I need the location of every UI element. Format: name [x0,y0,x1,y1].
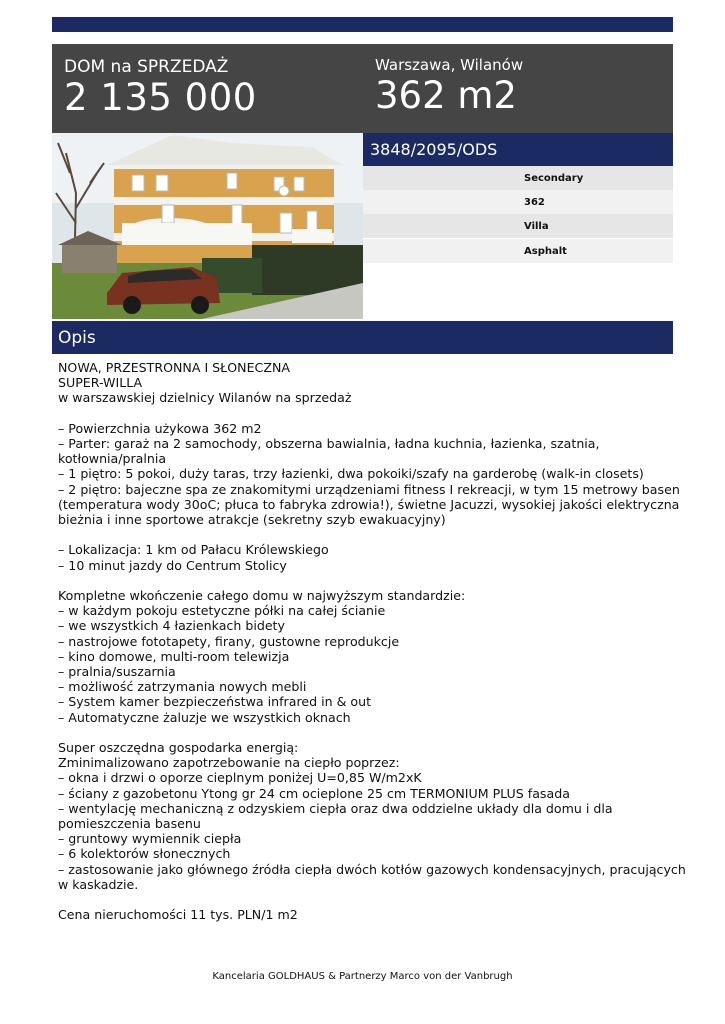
description-line: Zminimalizowano zapotrzebowanie na ciepło poprzez: [58,755,400,771]
description-line: bieżnia i inne sportowe atrakcje (sekretny szyb ewakuacyjny) [58,512,446,528]
description-line [58,573,670,588]
description-line: Super oszczędna gospodarka energią: [58,740,299,756]
listing-type: DOM na SPRZEDAŻ [64,57,229,77]
description-line: – System kamer bezpieczeństwa infrared in & out [58,694,372,710]
hero-price-panel [52,44,363,133]
reference-bar [363,133,673,166]
description-line [58,527,670,542]
description-line: w warszawskiej dzielnicy Wilanów na sprzedaż [58,390,352,406]
description-line: – Automatyczne żaluzje we wszystkich oknach [58,709,351,725]
description-line: – w każdym pokoju estetyczne półki na całej ścianie [58,603,386,619]
description-line: – zastosowanie jako głównego źródła ciepła dwóch kotłów gazowych kondensacyjnych, pracujących [58,861,686,877]
description-line: – 10 minut jazdy do Centrum Stolicy [58,557,287,573]
description-line: – nastrojowe fototapety, firany, gustowne reprodukcje [58,633,400,649]
description-line: – 6 kolektorów słonecznych [58,846,231,862]
description [58,360,686,923]
hero-location-panel [363,44,673,133]
description-line: Kompletne wkończenie całego domu w najwyższym standardzie: [58,588,466,603]
spec-value: 362 [524,197,545,208]
description-line: (temperatura wody 30oC; płuca to fabryka zdrowia!), świetne Jacuzzi, wysokiej jakości elektryczna [58,496,680,512]
spec-value: Secondary [524,173,584,184]
description-line [58,892,670,907]
description-line: – okna i drzwi o oporze cieplnym poniżej U=0,85 W/m2xK [58,770,422,786]
description-line: Cena nieruchomości 11 tys. PLN/1 m2 [58,907,298,923]
footer-text: Kancelaria GOLDHAUS & Partnerzy Marco von der Vanbrugh [212,971,513,982]
listing-area: 362 m2 [375,74,517,117]
description-line: – gruntowy wymiennik ciepła [58,831,242,847]
description-line: SUPER-WILLA [58,375,143,391]
description-line: pomieszczenia basenu [58,816,201,832]
listing-location: Warszawa, Wilanów [375,56,524,74]
description-line [58,406,670,421]
spec-row [363,214,673,238]
section-title: Opis [58,328,96,348]
description-line: – 1 piętro: 5 pokoi, duży taras, trzy łazienki, dwa pokoiki/szafy na garderobę (walk-in closets) [58,466,644,482]
description-line: – wentylację mechaniczną z odzyskiem ciepła oraz dwa oddzielne układy dla domu i dla [58,800,613,816]
description-line: – ściany z gazobetonu Ytong gr 24 cm ocieplone 25 cm TERMONIUM PLUS fasada [58,785,570,801]
top-accent-bar [52,17,673,32]
description-line: w kaskadzie. [58,876,139,892]
description-line [58,725,670,740]
property-photo [52,133,363,319]
description-line: – we wszystkich 4 łazienkach bidety [58,618,285,634]
description-line: – Lokalizacja: 1 km od Pałacu Królewskiego [58,542,329,558]
description-line: – 2 piętro: bajeczne spa ze znakomitymi urządzeniami fitness I rekreacji, w tym 15 metrowy basen [58,481,680,497]
spec-row [363,239,673,263]
description-line: – możliwość zatrzymania nowych mebli [58,679,307,695]
spec-value: Asphalt [524,246,567,257]
section-header [52,321,673,354]
description-line: – Powierzchnia użykowa 362 m2 [58,420,262,436]
description-line: – Parter: garaż na 2 samochody, obszerna bawialnia, ładna kuchnia, łazienka, szatnia, [58,436,600,451]
description-line: – pralnia/suszarnia [58,664,176,680]
description-line: kotłownia/pralnia [58,451,167,467]
spec-value: Villa [524,221,549,232]
description-line: NOWA, PRZESTRONNA I SŁONECZNA [58,360,290,375]
reference-number: 3848/2095/ODS [370,140,498,159]
listing-price: 2 135 000 [64,76,257,119]
spec-row [363,166,673,190]
spec-row [363,190,673,214]
description-line: – kino domowe, multi-room telewizja [58,648,290,664]
